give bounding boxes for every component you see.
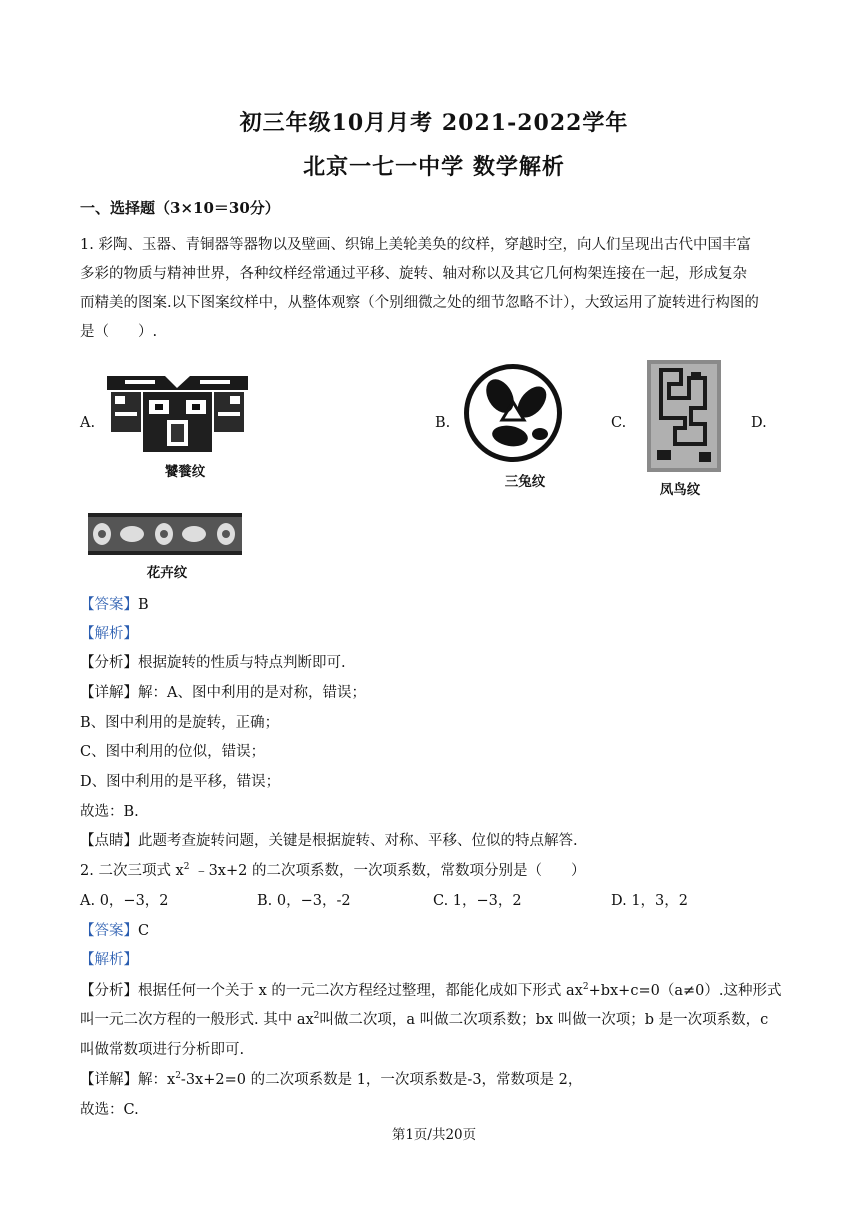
q2-fenxi-line-3: 叫做常数项进行分析即可. [80, 1042, 245, 1058]
q1-stem-line-3: 而精美的图案.以下图案纹样中，从整体观察（个别细微之处的细节忽略不计），大致运用了旋转进行构图的 [80, 295, 759, 311]
fenxi-tag: 【分析】 [80, 655, 138, 671]
q1-detail-line-c: C、图中利用的位似，错误； [80, 744, 266, 760]
exam-subtitle: 北京一七一中学 数学解析 [303, 154, 565, 180]
q2-stem [80, 859, 795, 880]
q1-option-d-letter: D. [751, 415, 767, 431]
q1-analysis [80, 622, 795, 643]
page-footer: 第1页/共20页 [391, 1127, 477, 1143]
taotie-pattern-icon [105, 372, 250, 457]
q1-option-b-letter: B. [435, 415, 451, 431]
q1-xiangjie [80, 681, 795, 702]
analysis-tag: 【解析】 [80, 952, 138, 968]
q1-stem-line-1: 1. 彩陶、玉器、青铜器等器物以及壁画、织锦上美轮美奂的纹样，穿越时空，向人们呈现出古代中国丰富 [80, 237, 751, 253]
answer-tag: 【答案】 [80, 597, 138, 613]
fenxi2-part-b: 叫做二次项，a 叫做二次项系数；bx 叫做一次项；b 是一次项系数，c [319, 1012, 769, 1028]
q1-option-d-caption: 花卉纹 [146, 565, 188, 581]
q2-xiangjie [80, 1068, 795, 1089]
answer-value: C [138, 923, 150, 939]
fenxi-sup: 2 [582, 982, 589, 993]
phoenix-bird-pattern-icon [647, 360, 721, 472]
three-rabbits-pattern-icon [462, 362, 564, 464]
exam-title: 初三年级10月月考 2021-2022学年 [239, 110, 629, 136]
q2-analysis [80, 948, 795, 969]
q2-option-d: D. 1，3，2 [611, 893, 689, 909]
fenxi-part-b: +bx+c=0（a≠0）.这种形式 [588, 983, 782, 999]
fenxi2-sup: 2 [313, 1011, 320, 1022]
flower-pattern-icon [88, 513, 242, 555]
q2-option-c: C. 1，−3，2 [433, 893, 522, 909]
xiangjie-tag: 【详解】 [80, 685, 138, 701]
q2-stem-sup: 2 [183, 862, 190, 873]
q2-fenxi-line-2 [80, 1008, 795, 1029]
answer-tag: 【答案】 [80, 923, 138, 939]
q1-detail-line-d: D、图中利用的是平移，错误； [80, 774, 281, 790]
answer-value: B [138, 597, 149, 613]
q1-option-c-caption: 凤鸟纹 [659, 482, 701, 498]
q1-choice: 故选：B. [80, 804, 139, 820]
section-heading: 一、选择题（3×10＝30分） [80, 199, 280, 217]
xiangjie-part-a: 解：x [138, 1072, 176, 1088]
dianjing-tag: 【点睛】 [80, 833, 138, 849]
q2-stem-part-a: 2. 二次三项式 x [80, 863, 184, 879]
q1-stem-line-4: 是（ ）. [80, 324, 158, 340]
q1-stem-line-2: 多彩的物质与精神世界，各种纹样经常通过平移、旋转、轴对称以及其它几何构架连接在一起，形成复杂 [80, 266, 747, 282]
q2-stem-part-b: ﹣3x+2 的二次项系数，一次项系数，常数项分别是（ ） [189, 863, 586, 879]
analysis-tag: 【解析】 [80, 626, 138, 642]
fenxi-tag: 【分析】 [80, 983, 138, 999]
q1-option-a-letter: A. [80, 415, 96, 431]
q1-detail-line-b: B、图中利用的是旋转，正确； [80, 715, 280, 731]
q1-option-b-caption: 三兔纹 [504, 474, 546, 490]
q2-answer [80, 919, 795, 940]
xiangjie-tag: 【详解】 [80, 1072, 138, 1088]
q1-dianjing [80, 829, 795, 850]
xiangjie-text: 解：A、图中利用的是对称，错误； [138, 685, 366, 701]
fenxi2-part-a: 叫一元二次方程的一般形式. 其中 ax [80, 1012, 314, 1028]
dianjing-text: 此题考查旋转问题，关键是根据旋转、对称、平移、位似的特点解答. [138, 833, 578, 849]
q2-choice: 故选：C. [80, 1102, 139, 1118]
q2-option-a: A. 0，−3，2 [80, 893, 169, 909]
q1-option-a-caption: 饕餮纹 [164, 464, 206, 480]
q1-fenxi [80, 651, 795, 672]
fenxi-text: 根据旋转的性质与特点判断即可. [138, 655, 346, 671]
xiangjie-part-b: -3x+2=0 的二次项系数是 1，一次项系数是-3，常数项是 2， [180, 1072, 583, 1088]
fenxi-part-a: 根据任何一个关于 x 的一元二次方程经过整理，都能化成如下形式 ax [138, 983, 583, 999]
q2-fenxi-line-1 [80, 979, 795, 1000]
q2-option-b: B. 0，−3，-2 [257, 893, 351, 909]
q1-option-c-letter: C. [611, 415, 627, 431]
q1-answer [80, 593, 795, 614]
xiangjie-sup: 2 [175, 1071, 181, 1082]
